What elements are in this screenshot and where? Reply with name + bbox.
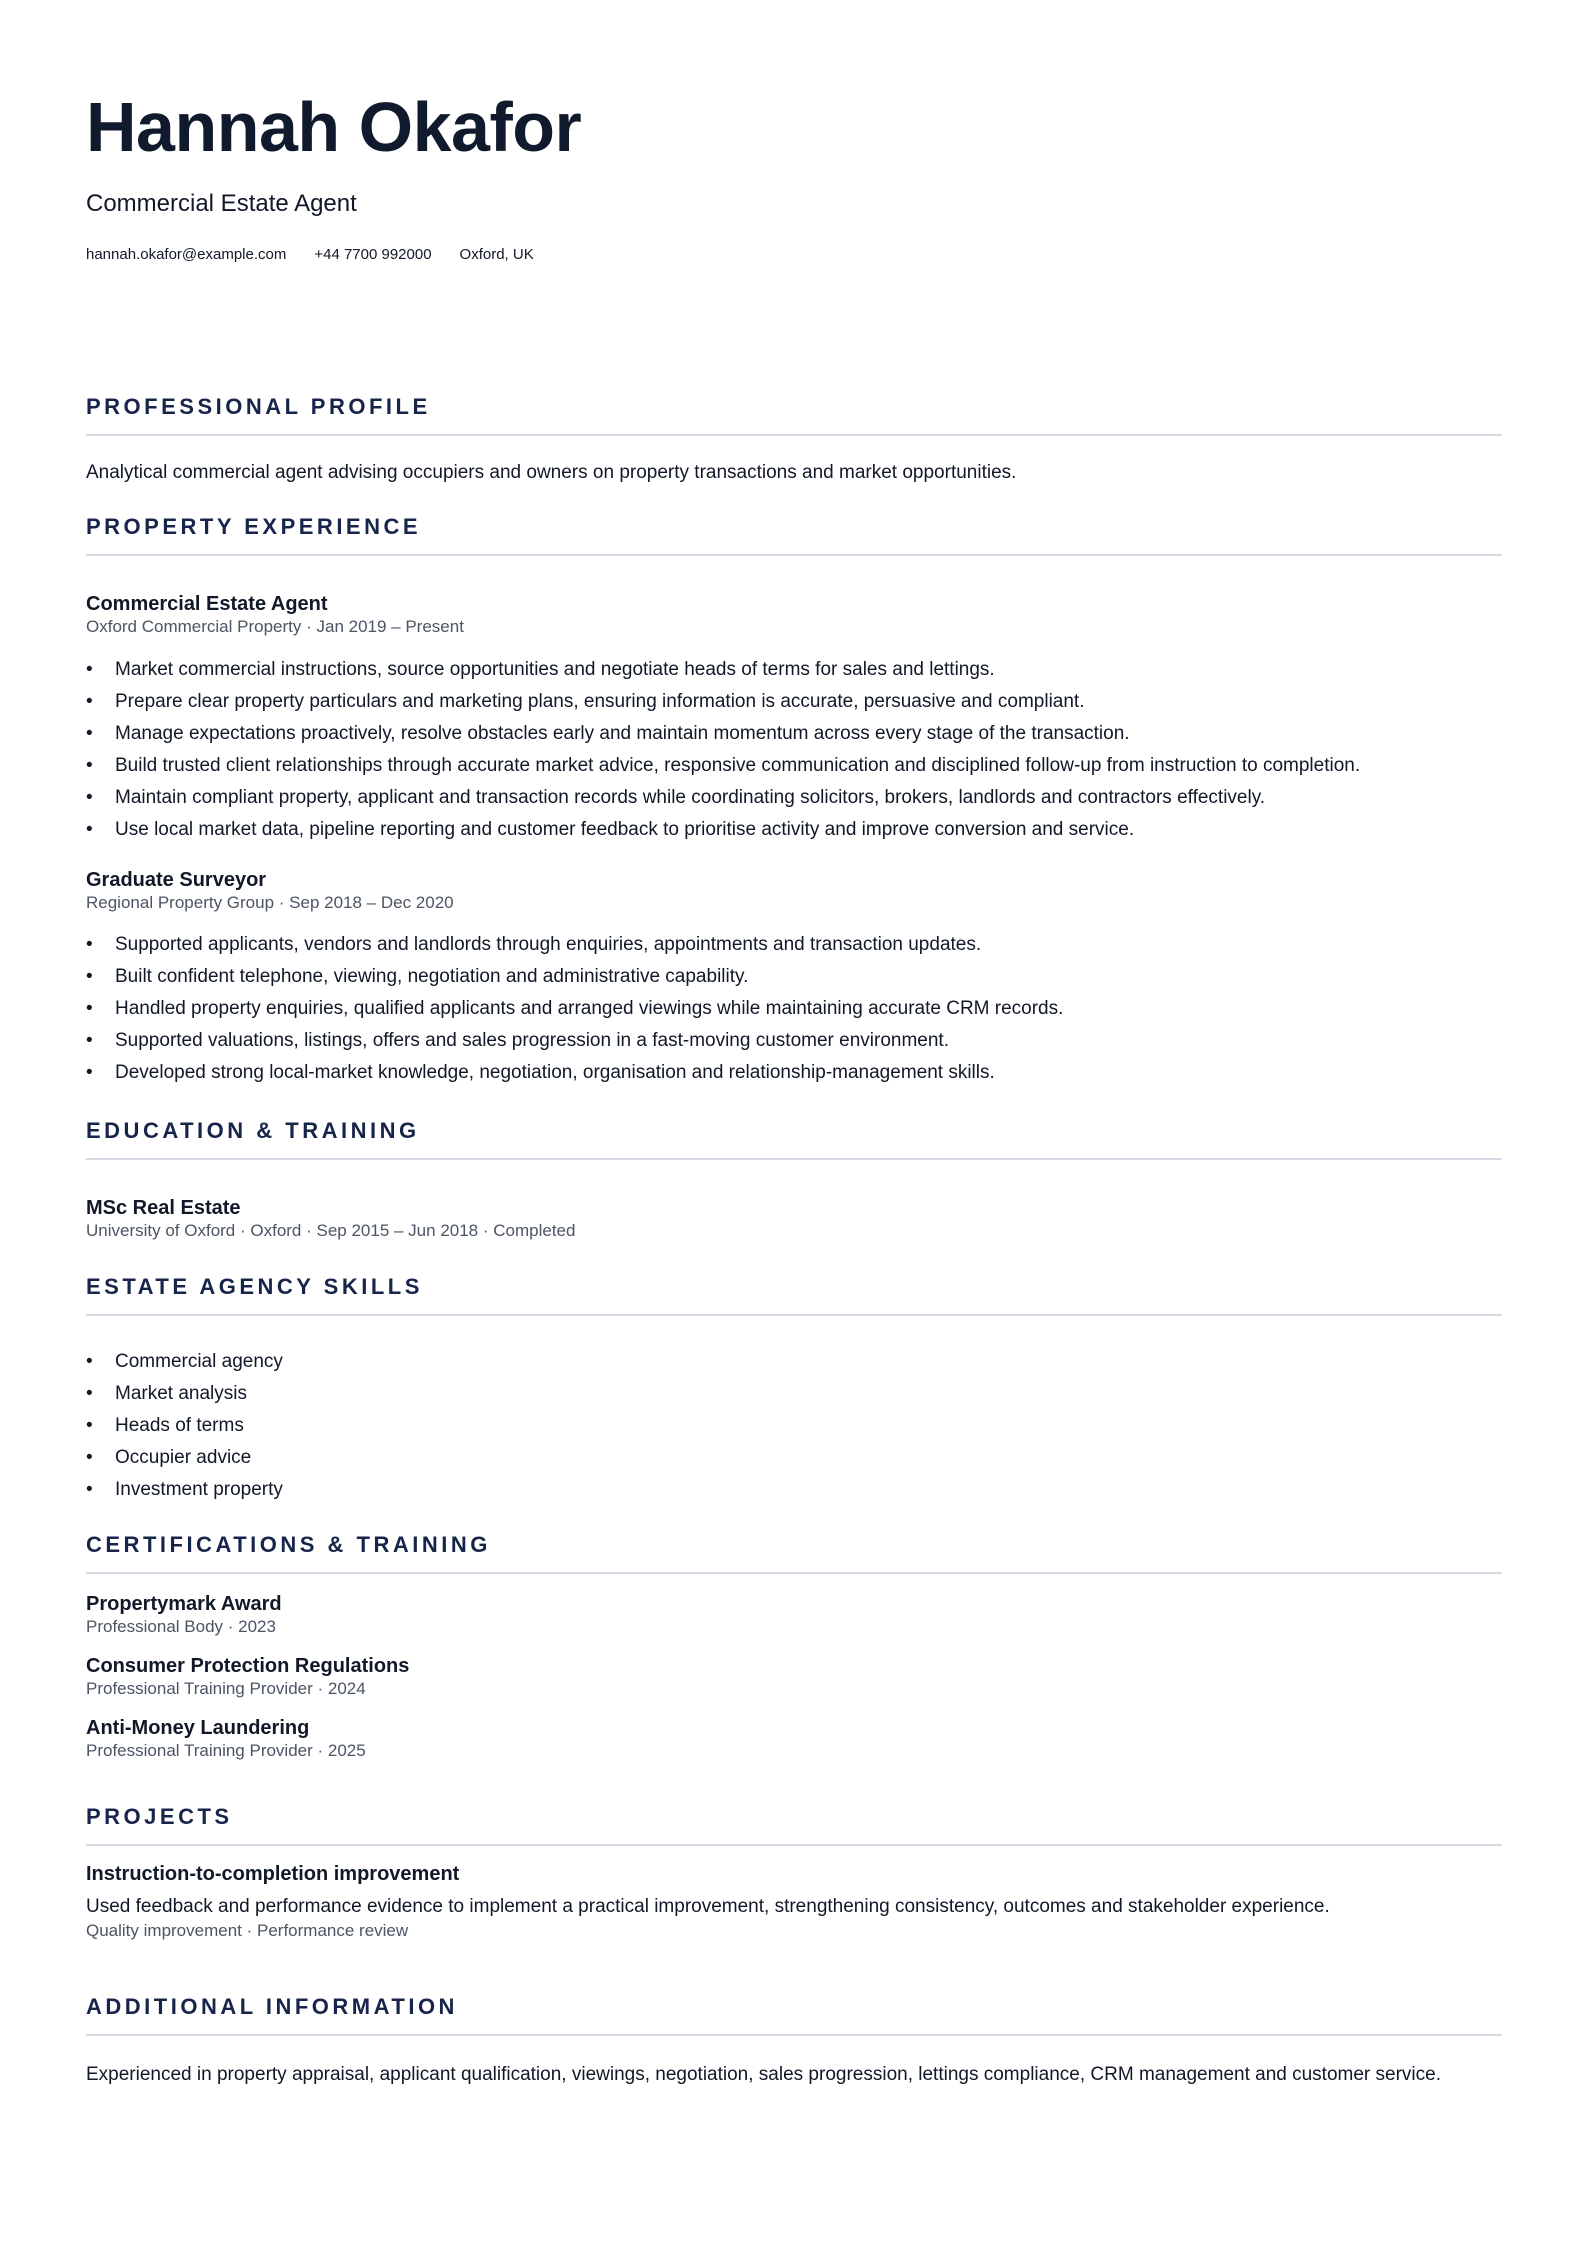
bullet-item: • Supported applicants, vendors and landlords through enquiries, appointments and transaction updates. (86, 929, 1502, 961)
education-section (86, 1120, 1502, 1160)
skill-item: • Investment property (86, 1474, 1502, 1506)
projects-section (86, 1806, 1502, 1846)
job-bullets (86, 654, 1502, 846)
degree-name: MSc Real Estate (86, 1197, 241, 1219)
job-entry (86, 592, 1502, 637)
education-entry (86, 1196, 1502, 1241)
bullet-item: • Built confident telephone, viewing, negotiation and administrative capability. (86, 961, 1502, 993)
email: hannah.okafor@example.com (86, 246, 287, 263)
certification-meta: Professional Body · 2023 (86, 1617, 276, 1636)
bullet-item: • Manage expectations proactively, resolve obstacles early and maintain momentum across every stage of the transaction. (86, 718, 1502, 750)
section-heading: ADDITIONAL INFORMATION (86, 1994, 458, 2019)
certification-name: Consumer Protection Regulations (86, 1655, 410, 1677)
certification-entry (86, 1592, 1502, 1637)
certification-meta: Professional Training Provider · 2024 (86, 1679, 366, 1698)
job-entry (86, 868, 1502, 913)
profile-text: Analytical commercial agent advising occupiers and owners on property transactions and market opportunities. (86, 462, 1017, 483)
bullet-item: • Build trusted client relationships through accurate market advice, responsive communication and disciplined follow-up from instruction to completion. (86, 750, 1502, 782)
bullet-item: • Prepare clear property particulars and marketing plans, ensuring information is accurate, persuasive and compliant. (86, 686, 1502, 718)
bullet-item: • Supported valuations, listings, offers and sales progression in a fast-moving customer environment. (86, 1025, 1502, 1057)
section-divider (86, 554, 1502, 556)
certification-entry (86, 1654, 1502, 1699)
job-title: Commercial Estate Agent (86, 190, 357, 217)
skills-section (86, 1276, 1502, 1316)
skill-item: • Occupier advice (86, 1442, 1502, 1474)
section-divider (86, 1158, 1502, 1160)
skill-item: • Market analysis (86, 1378, 1502, 1410)
experience-section (86, 516, 1502, 556)
job-role: Graduate Surveyor (86, 869, 267, 891)
candidate-name: Hannah Okafor (86, 88, 582, 166)
bullet-item: • Maintain compliant property, applicant and transaction records while coordinating solicitors, brokers, landlords and contractors effectively. (86, 782, 1502, 814)
section-divider (86, 434, 1502, 436)
phone: +44 7700 992000 (314, 246, 432, 263)
bullet-item: • Use local market data, pipeline reporting and customer feedback to prioritise activity and improve conversion and service. (86, 814, 1502, 846)
certification-name: Anti-Money Laundering (86, 1717, 310, 1739)
job-bullets (86, 929, 1502, 1089)
section-heading: ESTATE AGENCY SKILLS (86, 1274, 423, 1299)
certification-entry (86, 1716, 1502, 1761)
additional-section (86, 1996, 1502, 2036)
job-meta: Regional Property Group · Sep 2018 – Dec 2020 (86, 893, 454, 912)
bullet-item: • Handled property enquiries, qualified applicants and arranged viewings while maintaining accurate CRM records. (86, 993, 1502, 1025)
bullet-item: • Market commercial instructions, source opportunities and negotiate heads of terms for sales and lettings. (86, 654, 1502, 686)
section-heading: PROFESSIONAL PROFILE (86, 394, 431, 419)
section-divider (86, 1314, 1502, 1316)
section-divider (86, 1844, 1502, 1846)
location: Oxford, UK (459, 246, 534, 263)
project-name: Instruction-to-completion improvement (86, 1863, 460, 1885)
certification-name: Propertymark Award (86, 1593, 282, 1615)
contact-line (86, 246, 534, 263)
degree-meta: University of Oxford · Oxford · Sep 2015 – Jun 2018 · Completed (86, 1221, 576, 1240)
certifications-section (86, 1534, 1502, 1574)
section-heading: PROPERTY EXPERIENCE (86, 514, 422, 539)
project-tags: Quality improvement · Performance review (86, 1920, 409, 1940)
certification-meta: Professional Training Provider · 2025 (86, 1741, 366, 1760)
bullet-item: • Developed strong local-market knowledge, negotiation, organisation and relationship-management skills. (86, 1057, 1502, 1089)
skill-item: • Heads of terms (86, 1410, 1502, 1442)
job-meta: Oxford Commercial Property · Jan 2019 – Present (86, 617, 464, 636)
project-description: Used feedback and performance evidence to implement a practical improvement, strengthening consistency, outcomes and stakeholder experience. (86, 1896, 1330, 1917)
section-divider (86, 2034, 1502, 2036)
skill-item: • Commercial agency (86, 1346, 1502, 1378)
profile-section (86, 396, 1502, 436)
job-role: Commercial Estate Agent (86, 593, 328, 615)
section-heading: EDUCATION & TRAINING (86, 1118, 420, 1143)
additional-text: Experienced in property appraisal, applicant qualification, viewings, negotiation, sales progression, lettings compliance, CRM management and customer service. (86, 2064, 1441, 2085)
project-entry (86, 1862, 1502, 1941)
section-heading: PROJECTS (86, 1804, 233, 1829)
skills-list (86, 1346, 1502, 1506)
section-heading: CERTIFICATIONS & TRAINING (86, 1532, 491, 1557)
section-divider (86, 1572, 1502, 1574)
